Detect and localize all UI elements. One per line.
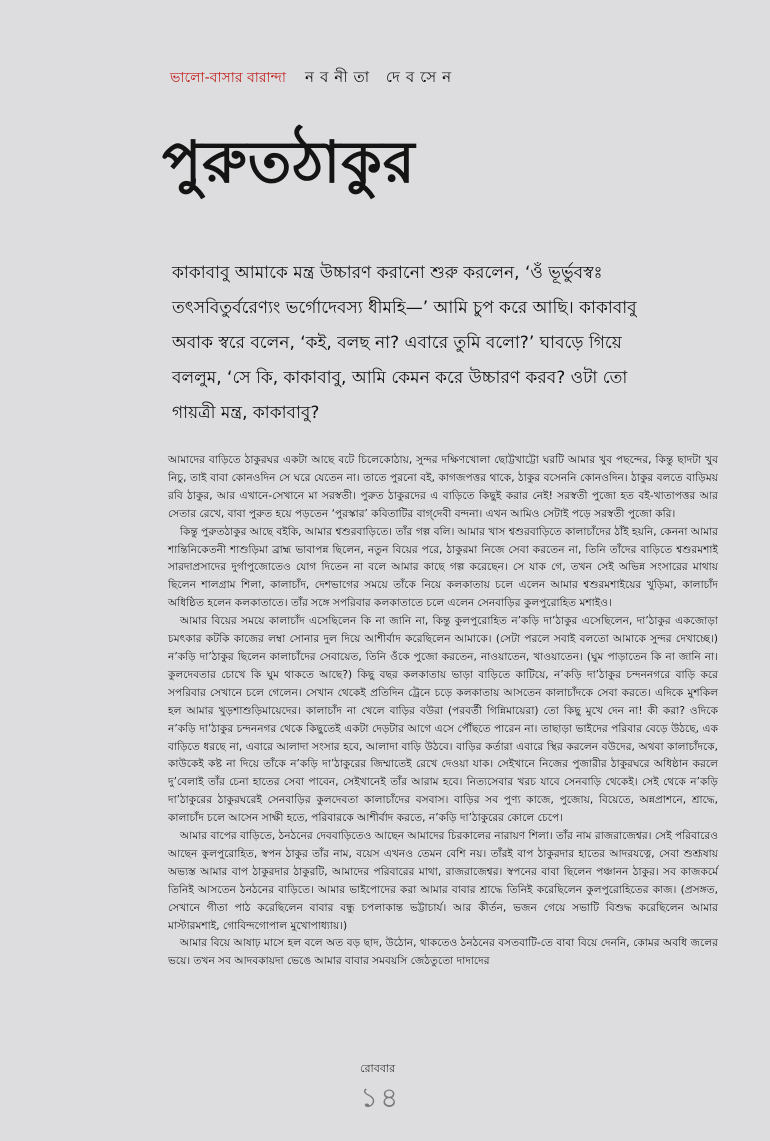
body-paragraph: আমাদের বাড়িতে ঠাকুরঘর একটা আছে বটে চিলেকোঠায়, সুন্দর দক্ষিণখোলা ছোট্টখাট্টো ঘরটি আমার খুব পছন্দের, কিন্তু ছাদটা খুব নিচু, তাই বাবা কোনওদিন সে ঘরে যেতেন না। তাতে পুরনো বই, কাগজপত্তর থাকে, ঠাকুর বসেননি কোনওদিন। ঠাকুর বলতে বাড়িময় রবি ঠাকুর, আর এখানে-সেখানে মা সরস্বতী। পুরুত ঠাকুরদের এ বাড়িতে কিছুই করার নেই! সরস্বতী পুজো হত বই-খাতাপত্তর আর সেতার রেখে, বাবা পুরুত হয়ে পড়তেন ‘পুরস্কার’ কবিতাটির বাগ্‌দেবী বন্দনা। এখন আমিও সেটাই পড়ে সরস্বতী পুজো করি। [168, 454, 718, 520]
page-header [170, 66, 457, 91]
article-intro: কাকাবাবু আমাকে মন্ত্র উচ্চারণ করানো শুরু করলেন, ‘ওঁ ভূর্ভুবস্বঃ তৎসবিতুর্বরেণ্যং ভর্গোদেবস্য ধীমহি—’ আমি চুপ করে আছি। কাকাবাবু অবাক স্বরে বলেন, ‘কই, বলছ না? এবারে তুমি বলো?’ ঘাবড়ে গিয়ে বললুম, ‘সে কি, কাকাবাবু, আমি কেমন করে উচ্চারণ করব? ওটা তো গায়ত্রী মন্ত্র, কাকাবাবু? [172, 263, 637, 423]
article-title: পুরুতঠাকুর [162, 128, 416, 196]
page-number: ১৪ [360, 1081, 401, 1114]
author-name: নবনীতা দেবসেন [304, 68, 458, 86]
column-label: ভালো-বাসার বারান্দা [170, 70, 286, 86]
body-paragraph: আমার বিয়ের সময়ে কালাচাঁদ এসেছিলেন কি না জানি না, কিন্তু কুলপুরোহিত ন’কড়ি দা’ঠাকুর এসেছিলেন, দা’ঠাকুর একজোড়া চমৎকার কটকি কাজের লম্বা সোনার দুল দিয়ে আশীর্বাদ করেছিলেন আমাকে। (সেটা পরলে সবাই বলতো আমাকে সুন্দর দেখাচ্ছে।) ন’কড়ি দা’ঠাকুর ছিলেন কালাচাঁদের সেবায়েত, তিনি ওঁকে পুজো করতেন, নাওয়াতেন, খাওয়াতেন। (ঘুম পাড়াতেন কি না জানি না। কুলদেবতার চোখে কি ঘুম থাকতে আছে?) কিছু বছর কলকাতায় ভাড়া বাড়িতে কাটিয়ে, ন’কড়ি দা’ঠাকুর চন্দননগরে বাড়ি করে সপরিবার সেখানে চলে গেলেন। সেখান থেকেই প্রতিদিন ট্রেনে চড়ে কলকাতায় আসতেন কালাচাঁদকে সেবা করতে। এদিকে মুশকিল হল আমার খুড়শাশুড়িমায়েদের। কালাচাঁদ না খেলে বাড়ির বউরা (পরবর্তী গিন্নিমায়েরা) তো কিছু মুখে দেন না! কী করা? ওদিকে ন’কড়ি দা’ঠাকুর চন্দননগর থেকে কিছুতেই একটা দেড়টার আগে এসে পৌঁছতে পারেন না। তাছাড়া ভাইদের পরিবার বেড়ে উঠছে, এক বাড়িতে ধরছে না, এবারে আলাদা সংসার হবে, আলাদা বাড়ি উঠবে। বাড়ির কর্তারা এবারে স্থির করলেন বউদের, অথবা কালাচাঁদকে, কাউকেই কষ্ট না দিয়ে তাঁকে ন’কড়ি দা’ঠাকুরের জিম্মাতেই রেখে দেওয়া যাক। সেইখানে নিজের পুজারীর ঠাকুরঘরে অধিষ্ঠান করলে দু’বেলাই তাঁর চেনা হাতের সেবা পাবেন, সেইখানেই তাঁর আরাম হবে। নিত্যসেবার খরচ যাবে সেনবাড়ি থেকেই। সেই থেকে ন’কড়ি দা’ঠাকুরের ঠাকুরঘরেই সেনবাড়ির কুলদেবতা কালাচাঁদের বসবাস। বাড়ির সব পুণ্য কাজে, পুজোয়, বিয়েতে, অন্নপ্রাশনে, শ্রাদ্ধে, কালাচাঁদ চলে আসেন সাক্ষী হতে, পরিবারকে আশীর্বাদ করতে, ন’কড়ি দা’ঠাকুরের কোলে চেপে। [168, 615, 718, 825]
article-body [168, 452, 718, 971]
body-paragraph: কিন্তু পুরুতঠাকুর আছে বইকি, আমার শ্বশুরবাড়িতে। তাঁর গল্প বলি। আমার খাস শ্বশুরবাড়িতে কালাচাঁদের ঠাঁই হয়নি, কেননা আমার শান্তিনিকেতনী শাশুড়িমা ব্রাহ্ম ভাবাপন্ন ছিলেন, নতুন বিয়ের পরে, ঠাকুরমা নিজে সেবা করতেন না, তিনি তাঁদের বাড়িতে শ্বশুরমশাই সারদাপ্রসাদের দুর্গাপুজোতেও যোগ দিতেন না বলে আমার কাছে গল্প করেছেন। সে যাক গে, তখন সেই অভিন্ন সংসারের মাথায় ছিলেন শালগ্রাম শিলা, কালাচাঁদ, দেশভাগের সময়ে তাঁকে নিয়ে কলকাতায় চলে এলেন আমার শ্বশুরমশাইয়ের খুড়িমা, কালাচাঁদ অধিষ্ঠিত হলেন কলকাতাতে। তাঁর সঙ্গে সপরিবার কলকাতাতে চলে এলেন সেনবাড়ির কুলপুরোহিত মশাইও। [168, 525, 718, 610]
body-paragraph: আমার বাপের বাড়িতে, ঠনঠনের দেববাড়িতেও আছেন আমাদের চিরকালের নারায়ণ শিলা। তাঁর নাম রাজরাজেশ্বর। সেই পরিবারেও আছেন কুলপুরোহিত, স্বপন ঠাকুর তাঁর নাম, বয়েস এখনও তেমন বেশি নয়। তাঁরই বাপ ঠাকুরদার হাতের আদরযত্নে, সেবা শুশ্রূষায় অভ্যস্ত আমার বাপ ঠাকুরদার ঠাকুরটি, আমাদের পরিবারের মাথা, রাজরাজেশ্বর। স্বপনের বাবা ছিলেন পঞ্চানন ঠাকুর। সব কাজকর্মে তিনিই আসতেন ঠনঠনের বাড়িতে। আমার ভাইপোদের করা আমার বাবার শ্রাদ্ধে তিনিই করেছিলেন কুলপুরোহিতের কাজ। (প্রসঙ্গত, সেখানে গীতা পাঠ করেছিলেন বাবার বন্ধু চপলাকান্ত ভট্টাচার্য। আর কীর্তন, ভজন গেয়ে সভাটি বিশুদ্ধ করেছিলেন আমার মাস্টারমশাই, গোবিন্দগোপাল মুখোপাধ্যায়।) [168, 830, 718, 932]
body-paragraph: আমার বিয়ে আষাঢ় মাসে হল বলে অত বড় ছাদ, উঠোন, থাকতেও ঠনঠনের বসতবাটি-তে বাবা বিয়ে দেননি, কোমর অবধি জলের ভয়ে। তখন সব আদবকায়দা ভেঙে আমার বাবার সমবয়সি জেঠতুতো দাদাদের [168, 937, 718, 968]
magazine-name: রোববার [360, 1062, 396, 1075]
